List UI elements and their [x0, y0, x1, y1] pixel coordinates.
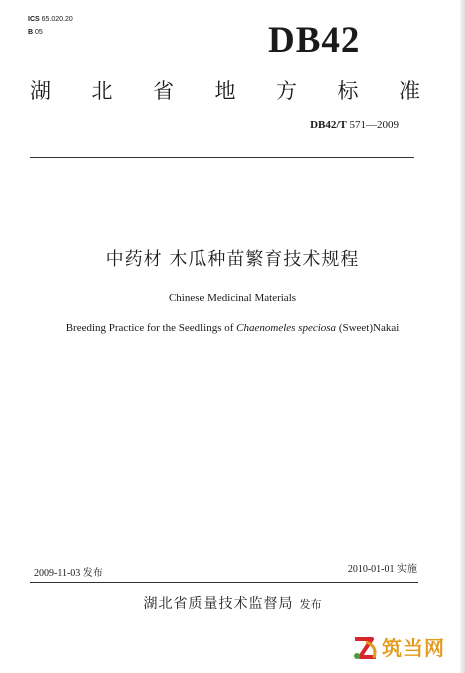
watermark-text: 筑当网 — [382, 636, 445, 660]
species-name: Chaenomeles speciosa — [236, 322, 337, 334]
standard-number-prefix: DB42/T — [310, 119, 347, 131]
english-title-line1: Chinese Medicinal Materials — [168, 292, 297, 304]
implementation-date: 2010-01-01 实施 — [347, 564, 417, 575]
standard-type-heading — [30, 76, 420, 106]
ics-classification — [28, 15, 73, 25]
watermark — [352, 633, 445, 663]
standard-type-char: 省 — [153, 79, 174, 103]
ics-label: ICS — [28, 16, 40, 23]
watermark-logo-icon — [352, 634, 380, 662]
ccs-classification — [28, 28, 43, 38]
english-title-line2 — [0, 321, 465, 335]
standard-type-char: 标 — [337, 79, 359, 103]
standard-type-char: 地 — [214, 79, 236, 103]
publisher — [0, 593, 465, 616]
issue-date: 2009-11-03 发布 — [34, 568, 103, 579]
species-author: (Sweet)Nakai — [336, 322, 400, 334]
top-divider — [30, 157, 414, 158]
publisher-name: 湖北省质量技术监督局 — [143, 596, 294, 612]
english-title-text: Breeding Practice for the Seedlings of — [65, 322, 237, 334]
standard-type-char: 北 — [91, 79, 113, 103]
standard-type-char: 湖 — [30, 79, 51, 103]
standard-type-char: 准 — [399, 79, 420, 103]
standard-number-value: 571—2009 — [349, 119, 399, 131]
ccs-code: 05 — [35, 29, 43, 36]
chinese-title: 中药材 木瓜种苗繁育技术规程 — [105, 249, 360, 270]
publisher-suffix: 发布 — [299, 598, 322, 611]
standard-logo: DB42 — [268, 20, 361, 61]
page-edge — [460, 0, 465, 673]
ics-code: 65.020.20 — [41, 16, 73, 23]
ccs-label: B — [28, 29, 34, 36]
standard-number — [310, 118, 399, 132]
standard-type-char: 方 — [276, 79, 297, 103]
bottom-divider — [30, 582, 418, 583]
